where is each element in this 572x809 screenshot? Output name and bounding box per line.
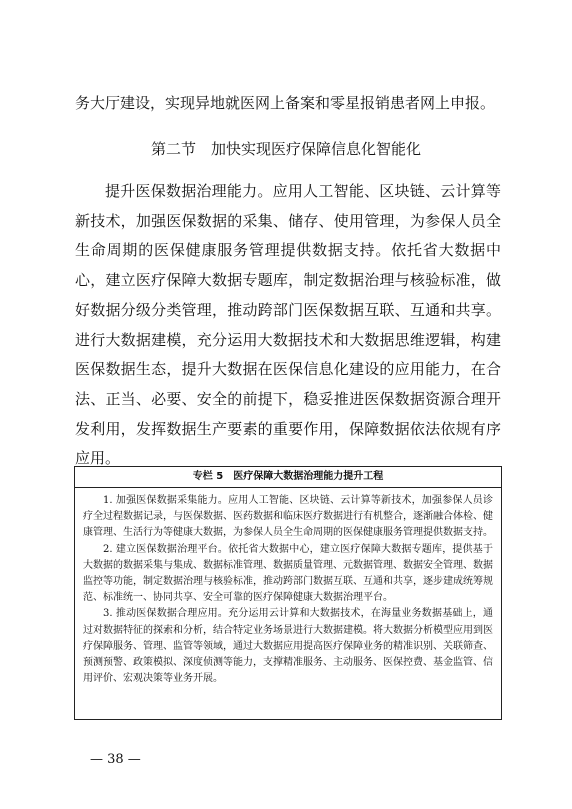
column-item-1: 1. 加强医保数据采集能力。应用人工智能、区块链、云计算等新技术，加强参保人员诊疗全过程数据记录，与医保数据、医药数据和临床医疗数据进行有机整合，逐渐融合体检、健康管理、生活行为等健康大数据，为参保人员全生命周期的医保健康服务管理提供数据支持。	[83, 495, 493, 539]
column-box	[74, 466, 502, 720]
column-box-body	[75, 488, 501, 687]
section-heading: 第二节 加快实现医疗保障信息化智能化	[150, 140, 421, 158]
continuation-line: 务大厅建设，实现异地就医网上备案和零星报销患者网上申报。	[75, 94, 496, 112]
column-box-title: 专栏 5 医疗保障大数据治理能力提升工程	[75, 467, 501, 488]
body-paragraph: 提升医保数据治理能力。应用人工智能、区块链、云计算等新技术，加强医保数据的采集、储存、使用管理，为参保人员全生命周期的医保健康服务管理提供数据支持。依托省大数据中心，建立医疗保障大数据专题库，制定数据治理与核验标准，做好数据分级分类管理，推动跨部门医保数据互联、互通和共享。进行大数据建模，充分运用大数据技术和大数据思维逻辑，构建医保数据生态，提升大数据在医保信息化建设的应用能力，在合法、正当、必要、安全的前提下，稳妥推进医保数据资源合理开发利用，发挥数据生产要素的重要作用，保障数据依法依规有序应用。	[75, 182, 501, 468]
page-number: — 38 —	[90, 752, 141, 767]
column-item-2: 2. 建立医保数据治理平台。依托省大数据中心，建立医疗保障大数据专题库，提供基于大数据的数据采集与集成、数据标准管理、数据质量管理、元数据管理、数据安全管理、数据监控等功能，制定数据治理与核验标准，推动跨部门数据互联、互通和共享，逐步建成统筹规范、标准统一、协同共享、安全可靠的医疗保障健康大数据治理平台。	[83, 543, 493, 604]
column-item-3: 3. 推动医保数据合理应用。充分运用云计算和大数据技术，在海量业务数据基础上，通过对数据特征的探索和分析，结合特定业务场景进行大数据建模。将大数据分析模型应用到医疗保障服务、管理、监管等领域，通过大数据应用提高医疗保障业务的精准识别、关联筛查、预测预警、政策模拟、深度侦测等能力，支撑精准服务、主动服务、医保控费、基金监管、信用评价、宏观决策等业务开展。	[83, 608, 493, 685]
